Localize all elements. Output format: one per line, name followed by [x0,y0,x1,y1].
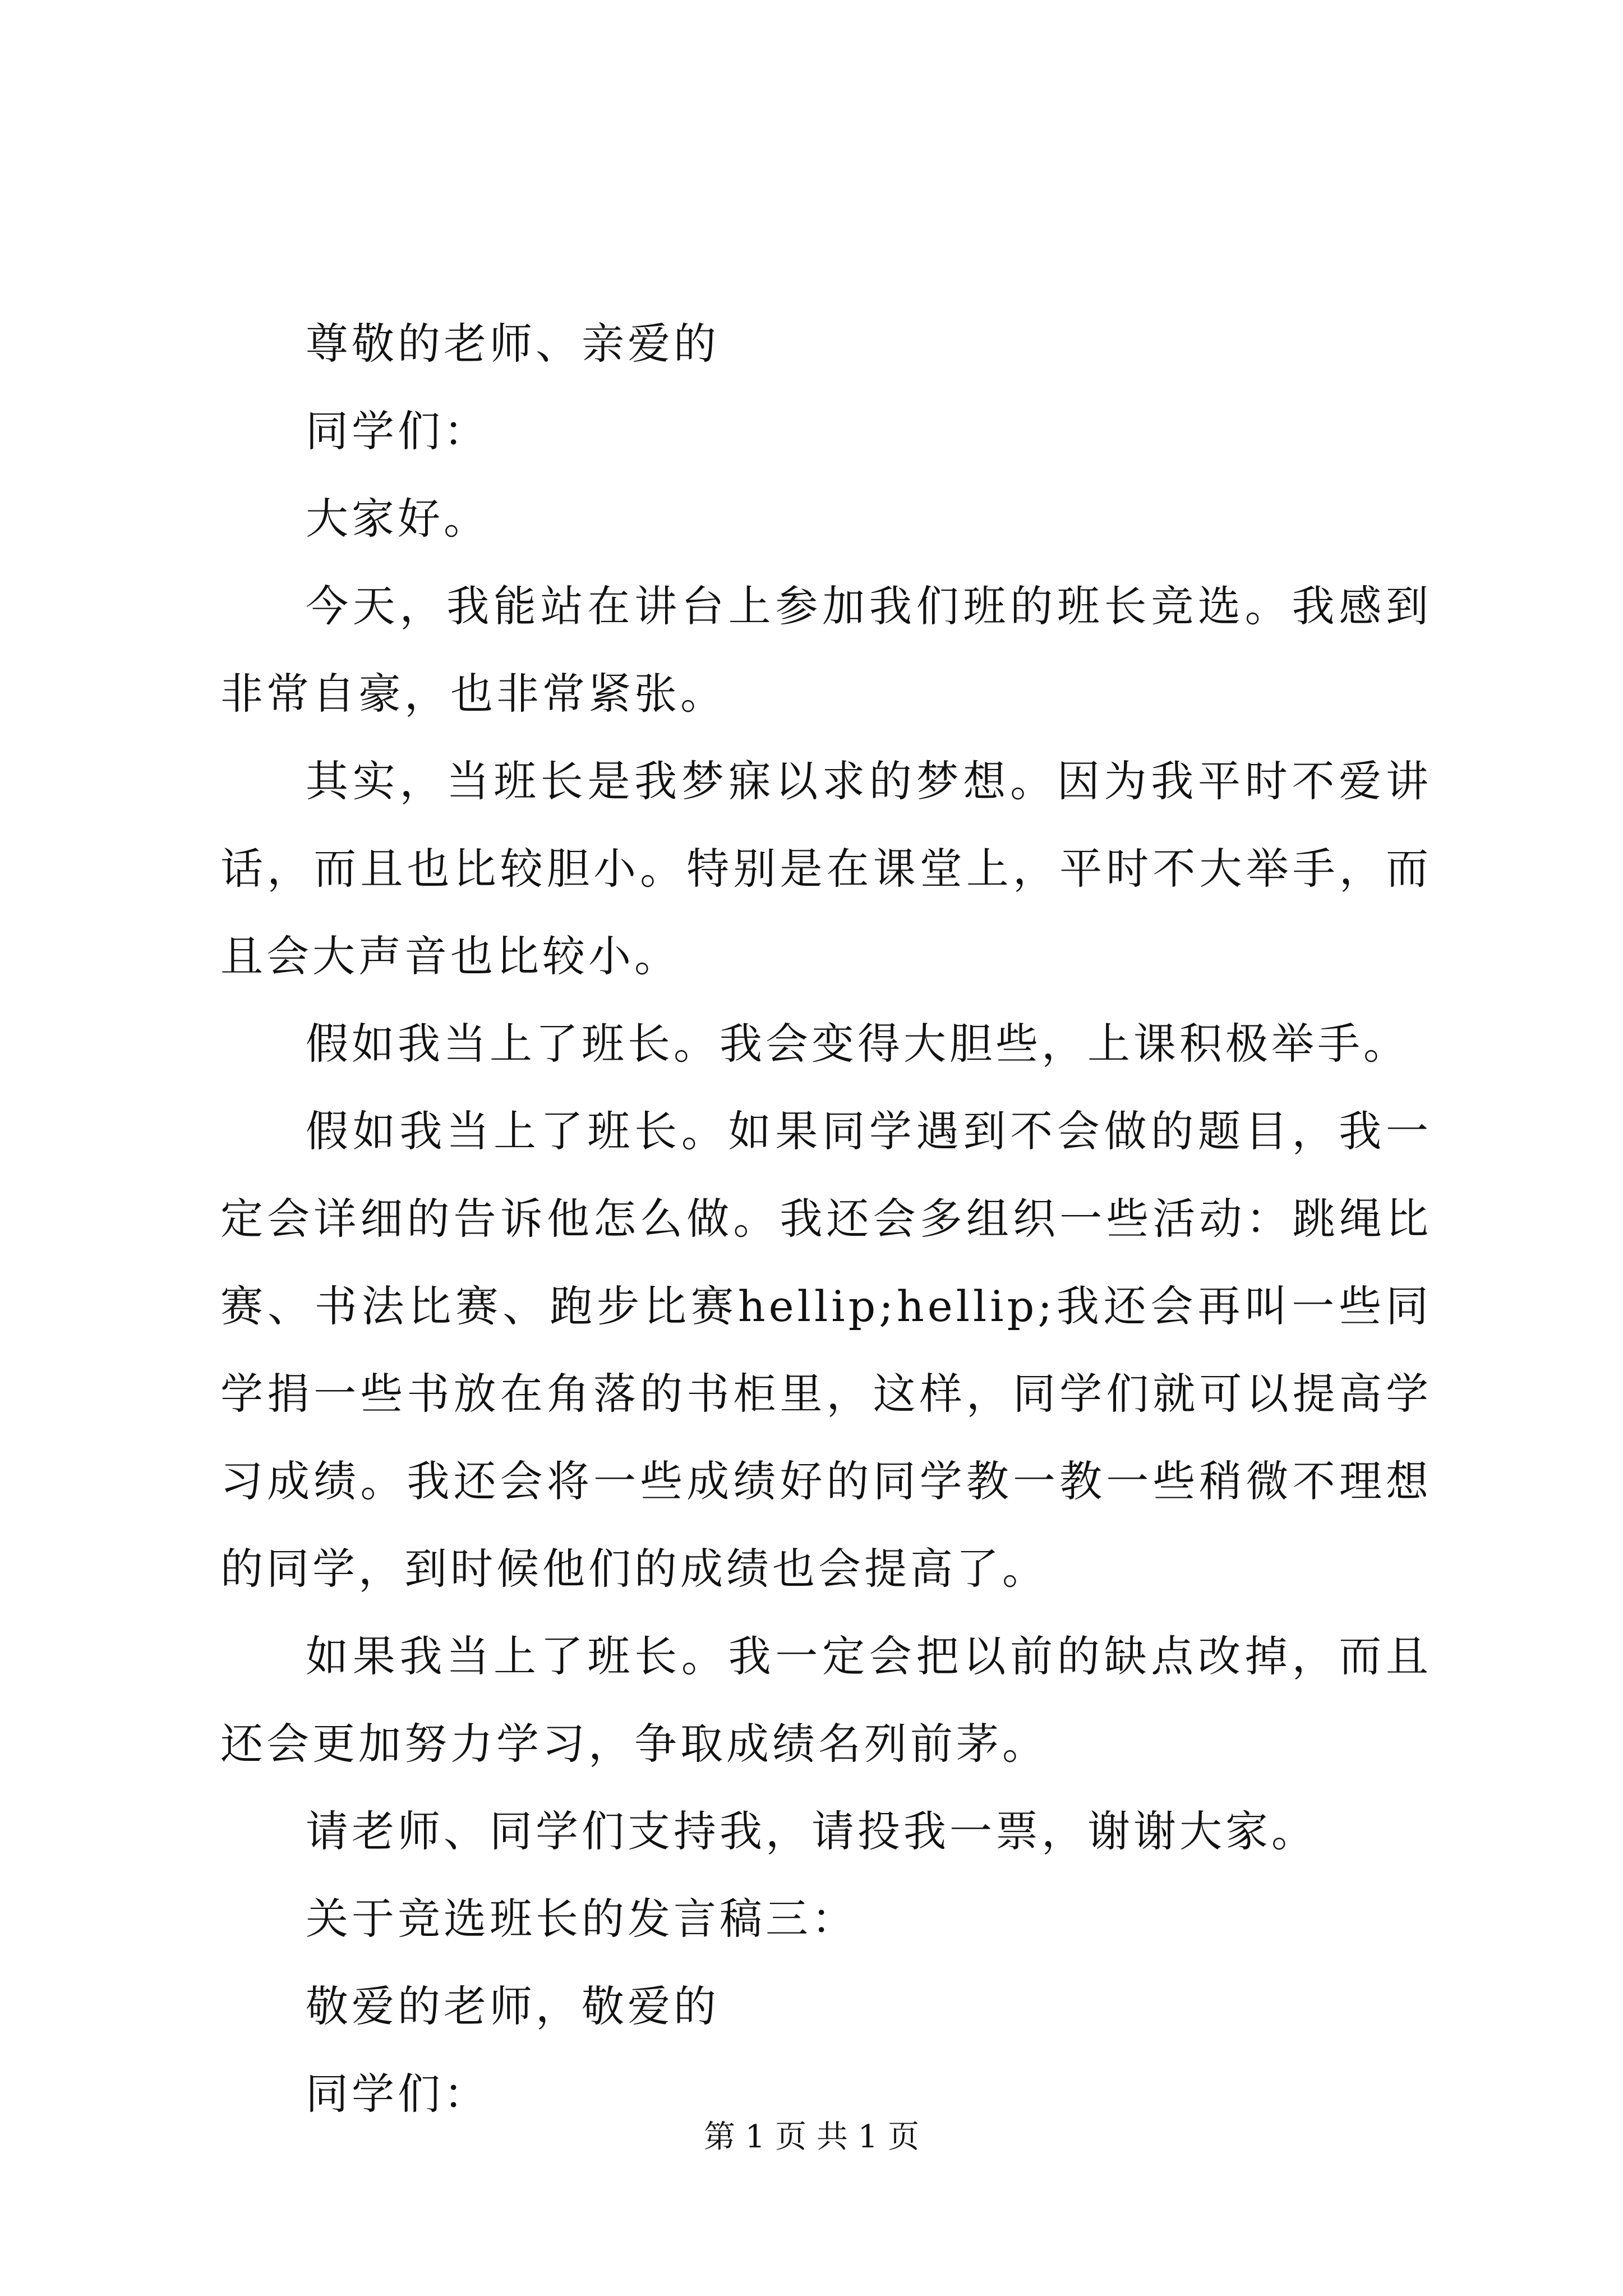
paragraph-closing: 请老师、同学们支持我，请投我一票，谢谢大家。 [306,1806,1317,1856]
page-footer: 第 1 页 共 1 页 [703,2119,920,2155]
paragraph-salutation-2: 敬爱的老师，敬爱的 [306,1981,720,2031]
paragraph-salutation-cont: 同学们： [306,406,490,456]
paragraph-salutation: 尊敬的老师、亲爱的 [306,319,720,369]
paragraph-promise-2: 假如我当上了班长。如果同学遇到不会做的题目，我一定会详细的告诉他怎么做。我还会多组织一些活动：跳绳比赛、书法比赛、跑步比赛hellip;hellip;我还会再叫一些同学捐一些书放在角落的书柜里，这样，同学们就可以提高学习成绩。我还会将一些成绩好的同学教一教一些稍微不理想的同学，到时候他们的成绩也会提高了。 [220,1106,1432,1594]
paragraph-salutation-2-cont: 同学们： [306,2069,490,2119]
paragraph-promise-3: 如果我当上了班长。我一定会把以前的缺点改掉，而且还会更加努力学习，争取成绩名列前茅。 [220,1631,1432,1769]
paragraph-section-heading: 关于竞选班长的发言稿三： [306,1894,857,1944]
paragraph-intro: 今天，我能站在讲台上参加我们班的班长竞选。我感到非常自豪，也非常紧张。 [220,581,1432,719]
paragraph-dream: 其实，当班长是我梦寐以求的梦想。因为我平时不爱讲话，而且也比较胆小。特别是在课堂上，平时不大举手，而且会大声音也比较小。 [220,756,1432,981]
paragraph-greeting: 大家好。 [306,494,490,544]
document-body [220,300,1432,2138]
paragraph-promise-1: 假如我当上了班长。我会变得大胆些，上课积极举手。 [306,1019,1409,1069]
